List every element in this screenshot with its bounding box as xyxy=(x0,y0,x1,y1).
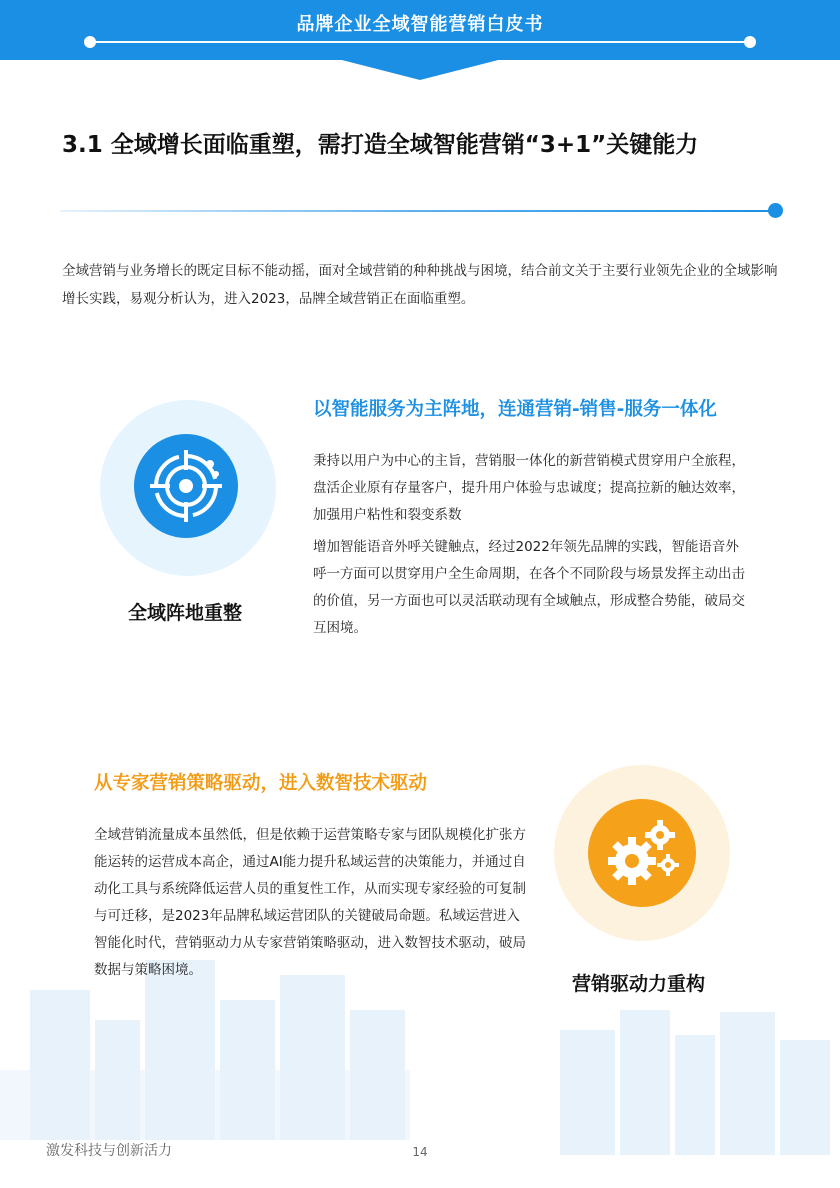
page-number: 14 xyxy=(412,1145,428,1159)
target-icon xyxy=(144,444,228,528)
block1-paragraph-1: 秉持以用户为中心的主旨，营销服一体化的新营销模式贯穿用户全旅程，盘活企业原有存量客户，提升用户体验与忠诚度；提高拉新的触达效率，加强用户粘性和裂变系数 xyxy=(313,453,745,523)
title-rule xyxy=(60,210,774,212)
document-title: 品牌企业全域智能营销白皮书 xyxy=(296,14,544,35)
header-notch xyxy=(334,58,506,80)
intro-paragraph: 全域营销与业务增长的既定目标不能动摇，面对全域营销的种种挑战与困境，结合前文关于主要行业领先企业的全域影响增长实践，易观分析认为，进入2023，品牌全域营销正在面临重塑。 xyxy=(62,263,778,307)
header-dot-right xyxy=(744,36,756,48)
block1-heading: 以智能服务为主阵地，连通营销-销售-服务一体化 xyxy=(313,399,717,420)
section-title: 3.1 全域增长面临重塑，需打造全域智能营销“3+1”关键能力 xyxy=(62,132,699,158)
caption-territory: 全域阵地重整 xyxy=(128,602,243,624)
footer-slogan: 激发科技与创新活力 xyxy=(46,1143,172,1159)
block2-heading: 从专家营销策略驱动，进入数智技术驱动 xyxy=(94,773,428,794)
block2-paragraph: 全域营销流量成本虽然低，但是依赖于运营策略专家与团队规模化扩张方能运转的运营成本高企，通过AI能力提升私域运营的决策能力，并通过自动化工具与系统降低运营人员的重复性工作，从而实现专家经验的可复制与可迁移，是2023年品牌私域运营团队的关键破局命题。私域运营进入智能化时代，营销驱动力从专家营销策略驱动，进入数智技术驱动，破局数据与策略困境。 xyxy=(94,827,526,978)
gears-icon xyxy=(596,807,688,899)
title-rule-dot xyxy=(768,203,783,218)
header-dot-left xyxy=(84,36,96,48)
caption-driver: 营销驱动力重构 xyxy=(572,973,706,995)
block1-paragraph-2: 增加智能语音外呼关键触点，经过2022年领先品牌的实践，智能语音外呼一方面可以贯穿用户全生命周期，在各个不同阶段与场景发挥主动出击的价值，另一方面也可以灵活联动现有全域触点，形成整合势能，破局交互困境。 xyxy=(313,539,745,636)
header-divider xyxy=(92,41,748,43)
